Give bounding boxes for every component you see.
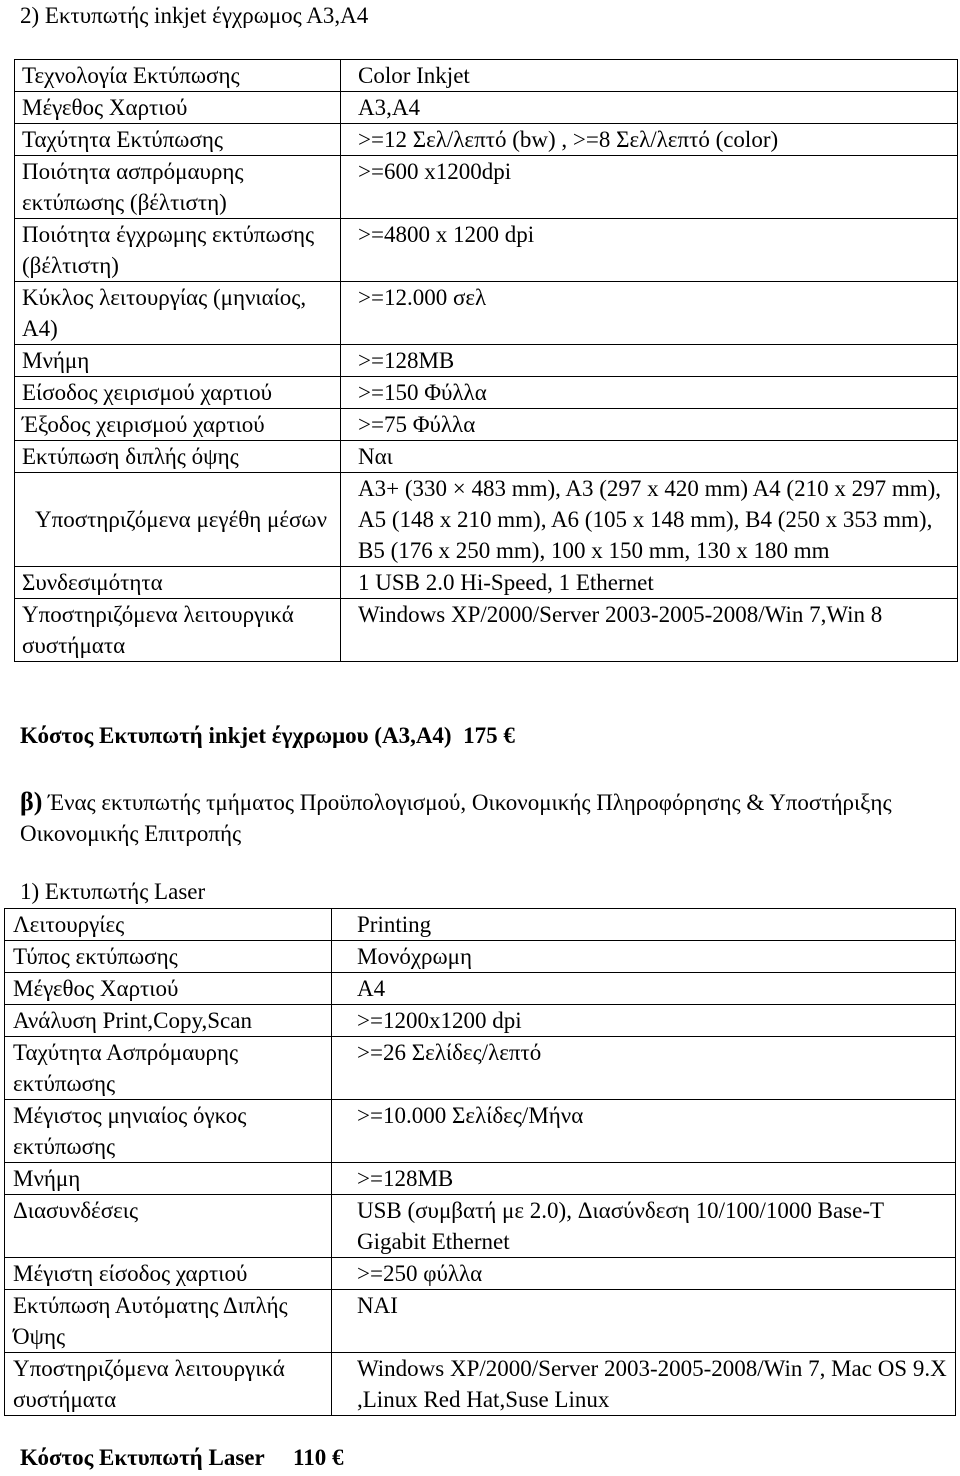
section-title: 2) Εκτυπωτής inkjet έγχρωμος Α3,Α4 xyxy=(20,3,369,28)
table-row xyxy=(15,473,958,567)
spec-key: Υποστηριζόμενα μεγέθη μέσων xyxy=(15,473,341,567)
table-row xyxy=(15,156,958,219)
spec-value: Μονόχρωμη xyxy=(332,941,956,973)
spec-key: Ποιότητα ασπρόμαυρης εκτύπωσης (βέλτιστη) xyxy=(15,156,341,219)
laser-cost: Κόστος Εκτυπωτή Laser 110 € xyxy=(20,1445,344,1470)
table-row xyxy=(5,973,956,1005)
spec-key: Μνήμη xyxy=(15,345,341,377)
table-row xyxy=(15,124,958,156)
spec-value: USB (συμβατή με 2.0), Διασύνδεση 10/100/1000 Base-T Gigabit Ethernet xyxy=(332,1195,956,1258)
spec-value: Printing xyxy=(332,909,956,941)
spec-value: >=10.000 Σελίδες/Μήνα xyxy=(332,1100,956,1163)
laser-spec-table xyxy=(4,908,956,1416)
spec-key: Μέγιστη είσοδος χαρτιού xyxy=(5,1258,332,1290)
spec-key: Ποιότητα έγχρωμης εκτύπωσης (βέλτιστη) xyxy=(15,219,341,282)
table-row xyxy=(15,567,958,599)
spec-key: Εκτύπωση Αυτόματης Διπλής Όψης xyxy=(5,1290,332,1353)
spec-value: >=26 Σελίδες/λεπτό xyxy=(332,1037,956,1100)
spec-key: Υποστηριζόμενα λειτουργικά συστήματα xyxy=(15,599,341,662)
spec-key: Τεχνολογία Εκτύπωσης xyxy=(15,60,341,92)
spec-key: Είσοδος χειρισμού χαρτιού xyxy=(15,377,341,409)
spec-value: >=128MB xyxy=(341,345,958,377)
spec-value: A3,A4 xyxy=(341,92,958,124)
laser-title: 1) Εκτυπωτής Laser xyxy=(20,879,206,904)
spec-key: Μέγεθος Χαρτιού xyxy=(5,973,332,1005)
spec-key: Μέγεθος Χαρτιού xyxy=(15,92,341,124)
table-row xyxy=(5,941,956,973)
spec-value: 1 USB 2.0 Hi-Speed, 1 Ethernet xyxy=(341,567,958,599)
table-row xyxy=(15,409,958,441)
spec-key: Εκτύπωση διπλής όψης xyxy=(15,441,341,473)
spec-value: Ναι xyxy=(341,441,958,473)
table-row xyxy=(15,92,958,124)
spec-key: Ανάλυση Print,Copy,Scan xyxy=(5,1005,332,1037)
spec-key: Τύπος εκτύπωσης xyxy=(5,941,332,973)
spec-key: Ταχύτητα Ασπρόμαυρης εκτύπωσης xyxy=(5,1037,332,1100)
spec-value: >=4800 x 1200 dpi xyxy=(341,219,958,282)
table-row xyxy=(5,1353,956,1416)
beta-paragraph xyxy=(20,786,930,849)
spec-key: Υποστηριζόμενα λειτουργικά συστήματα xyxy=(5,1353,332,1416)
table-row xyxy=(5,1258,956,1290)
spec-key: Μέγιστος μηνιαίος όγκος εκτύπωσης xyxy=(5,1100,332,1163)
table-row xyxy=(5,1005,956,1037)
spec-value: >=1200x1200 dpi xyxy=(332,1005,956,1037)
spec-key: Διασυνδέσεις xyxy=(5,1195,332,1258)
spec-value: >=12.000 σελ xyxy=(341,282,958,345)
table-row xyxy=(15,345,958,377)
spec-value: ΝΑΙ xyxy=(332,1290,956,1353)
inkjet-spec-table xyxy=(14,59,958,662)
table-row xyxy=(15,282,958,345)
spec-key: Λειτουργίες xyxy=(5,909,332,941)
spec-value: >=250 φύλλα xyxy=(332,1258,956,1290)
spec-value: Windows XP/2000/Server 2003-2005-2008/Win 7, Mac OS 9.X ,Linux Red Hat,Suse Linux xyxy=(332,1353,956,1416)
table-row xyxy=(5,1037,956,1100)
table-row xyxy=(5,1290,956,1353)
table-row xyxy=(15,377,958,409)
spec-key: Έξοδος χειρισμού χαρτιού xyxy=(15,409,341,441)
table-row xyxy=(5,1100,956,1163)
table-row xyxy=(5,909,956,941)
spec-key: Κύκλος λειτουργίας (μηνιαίος, Α4) xyxy=(15,282,341,345)
table-row xyxy=(15,441,958,473)
spec-value: Windows XP/2000/Server 2003-2005-2008/Win 7,Win 8 xyxy=(341,599,958,662)
spec-value: Color Inkjet xyxy=(341,60,958,92)
table-row xyxy=(15,599,958,662)
spec-value: >=600 x1200dpi xyxy=(341,156,958,219)
spec-value: >=128MB xyxy=(332,1163,956,1195)
table-row xyxy=(5,1195,956,1258)
beta-text: Ένας εκτυπωτής τμήματος Προϋπολογισμού, Οικονομικής Πληροφόρησης & Υποστήριξης Οικονομικής Επιτροπής xyxy=(20,790,892,846)
table-row xyxy=(5,1163,956,1195)
inkjet-cost: Κόστος Εκτυπωτή inkjet έγχρωμου (Α3,Α4) 175 € xyxy=(20,723,515,748)
spec-value: >=12 Σελ/λεπτό (bw) , >=8 Σελ/λεπτό (color) xyxy=(341,124,958,156)
beta-marker: β) xyxy=(20,787,43,816)
spec-value: A4 xyxy=(332,973,956,1005)
spec-value: >=150 Φύλλα xyxy=(341,377,958,409)
spec-key: Συνδεσιμότητα xyxy=(15,567,341,599)
spec-key: Ταχύτητα Εκτύπωσης xyxy=(15,124,341,156)
spec-value: A3+ (330 × 483 mm), A3 (297 x 420 mm) A4 (210 x 297 mm), A5 (148 x 210 mm), A6 (105 x 148 mm), B4 (250 x 353 mm), B5 (176 x 250 mm), 100 x 150 mm, 130 x 180 mm xyxy=(341,473,958,567)
spec-value: >=75 Φύλλα xyxy=(341,409,958,441)
table-row xyxy=(15,219,958,282)
spec-key: Μνήμη xyxy=(5,1163,332,1195)
table-row xyxy=(15,60,958,92)
